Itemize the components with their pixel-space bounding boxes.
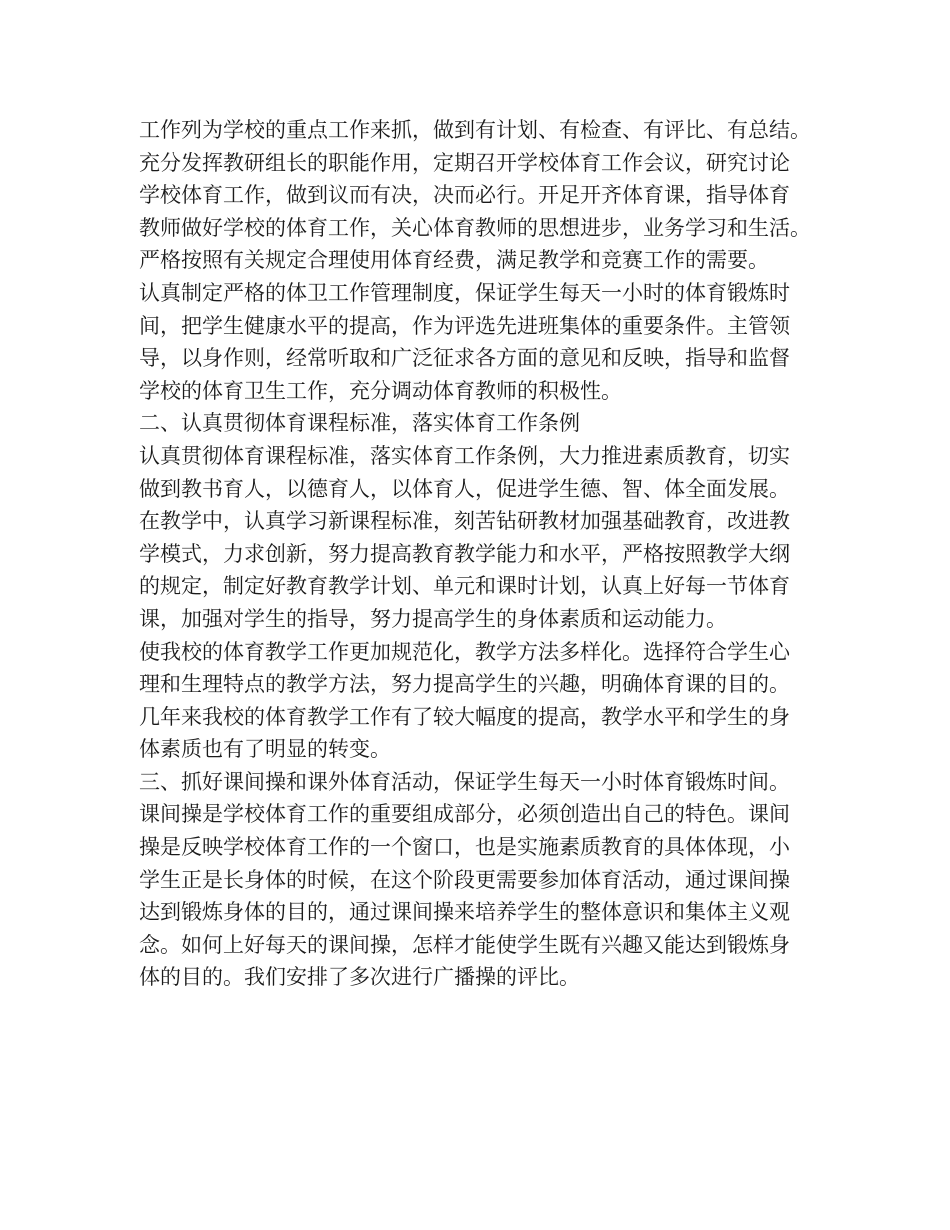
text-line: 认真贯彻体育课程标准，落实体育工作条例，大力推进素质教育，切实 <box>139 443 790 468</box>
text-line: 间，把学生健康水平的提高，作为评选先进班集体的重要条件。主管领 <box>139 313 790 338</box>
text-line: 认真制定严格的体卫工作管理制度，保证学生每天一小时的体育锻炼时 <box>139 280 790 305</box>
text-line: 达到锻炼身体的目的，通过课间操来培养学生的整体意识和集体主义观 <box>139 900 790 925</box>
text-line: 课间操是学校体育工作的重要组成部分，必须创造出自己的特色。课间 <box>139 802 790 827</box>
text-line: 学校体育工作，做到议而有决，决而必行。开足开齐体育课，指导体育 <box>139 183 790 208</box>
text-line: 学生正是长身体的时候，在这个阶段更需要参加体育活动，通过课间操 <box>139 867 790 892</box>
text-line: 工作列为学校的重点工作来抓，做到有计划、有检查、有评比、有总结。 <box>139 118 811 142</box>
text-line: 的规定，制定好教育教学计划、单元和课时计划，认真上好每一节体育 <box>139 574 790 599</box>
text-line: 操是反映学校体育工作的一个窗口，也是实施素质教育的具体体现，小 <box>139 835 790 860</box>
text-line: 充分发挥教研组长的职能作用，定期召开学校体育工作会议，研究讨论 <box>139 150 790 175</box>
text-line: 体的目的。我们安排了多次进行广播操的评比。 <box>139 965 580 990</box>
text-line: 几年来我校的体育教学工作有了较大幅度的提高，教学水平和学生的身 <box>139 704 790 729</box>
text-line: 做到教书育人，以德育人，以体育人，促进学生德、智、体全面发展。 <box>139 476 790 501</box>
text-line: 使我校的体育教学工作更加规范化，教学方法多样化。选择符合学生心 <box>139 639 790 664</box>
text-line: 理和生理特点的教学方法，努力提高学生的兴趣，明确体育课的目的。 <box>139 672 790 697</box>
text-line: 学模式，力求创新，努力提高教育教学能力和水平，严格按照教学大纲 <box>139 541 790 566</box>
text-line: 严格按照有关规定合理使用体育经费，满足教学和竞赛工作的需要。 <box>139 248 769 273</box>
text-line: 念。如何上好每天的课间操，怎样才能使学生既有兴趣又能达到锻炼身 <box>139 932 790 957</box>
text-line: 导，以身作则，经常听取和广泛征求各方面的意见和反映，指导和监督 <box>139 346 790 371</box>
text-line: 在教学中，认真学习新课程标准，刻苦钻研教材加强基础教育，改进教 <box>139 509 790 534</box>
text-line: 教师做好学校的体育工作，关心体育教师的思想进步，业务学习和生活。 <box>139 215 811 240</box>
section-heading-3: 三、抓好课间操和课外体育活动，保证学生每天一小时体育锻炼时间。 <box>139 769 790 794</box>
text-line: 体素质也有了明显的转变。 <box>139 737 391 762</box>
text-line: 课，加强对学生的指导，努力提高学生的身体素质和运动能力。 <box>139 606 727 631</box>
text-line: 学校的体育卫生工作，充分调动体育教师的积极性。 <box>139 378 622 403</box>
section-heading-2: 二、认真贯彻体育课程标准，落实体育工作条例 <box>139 411 580 436</box>
document-body <box>139 114 819 994</box>
